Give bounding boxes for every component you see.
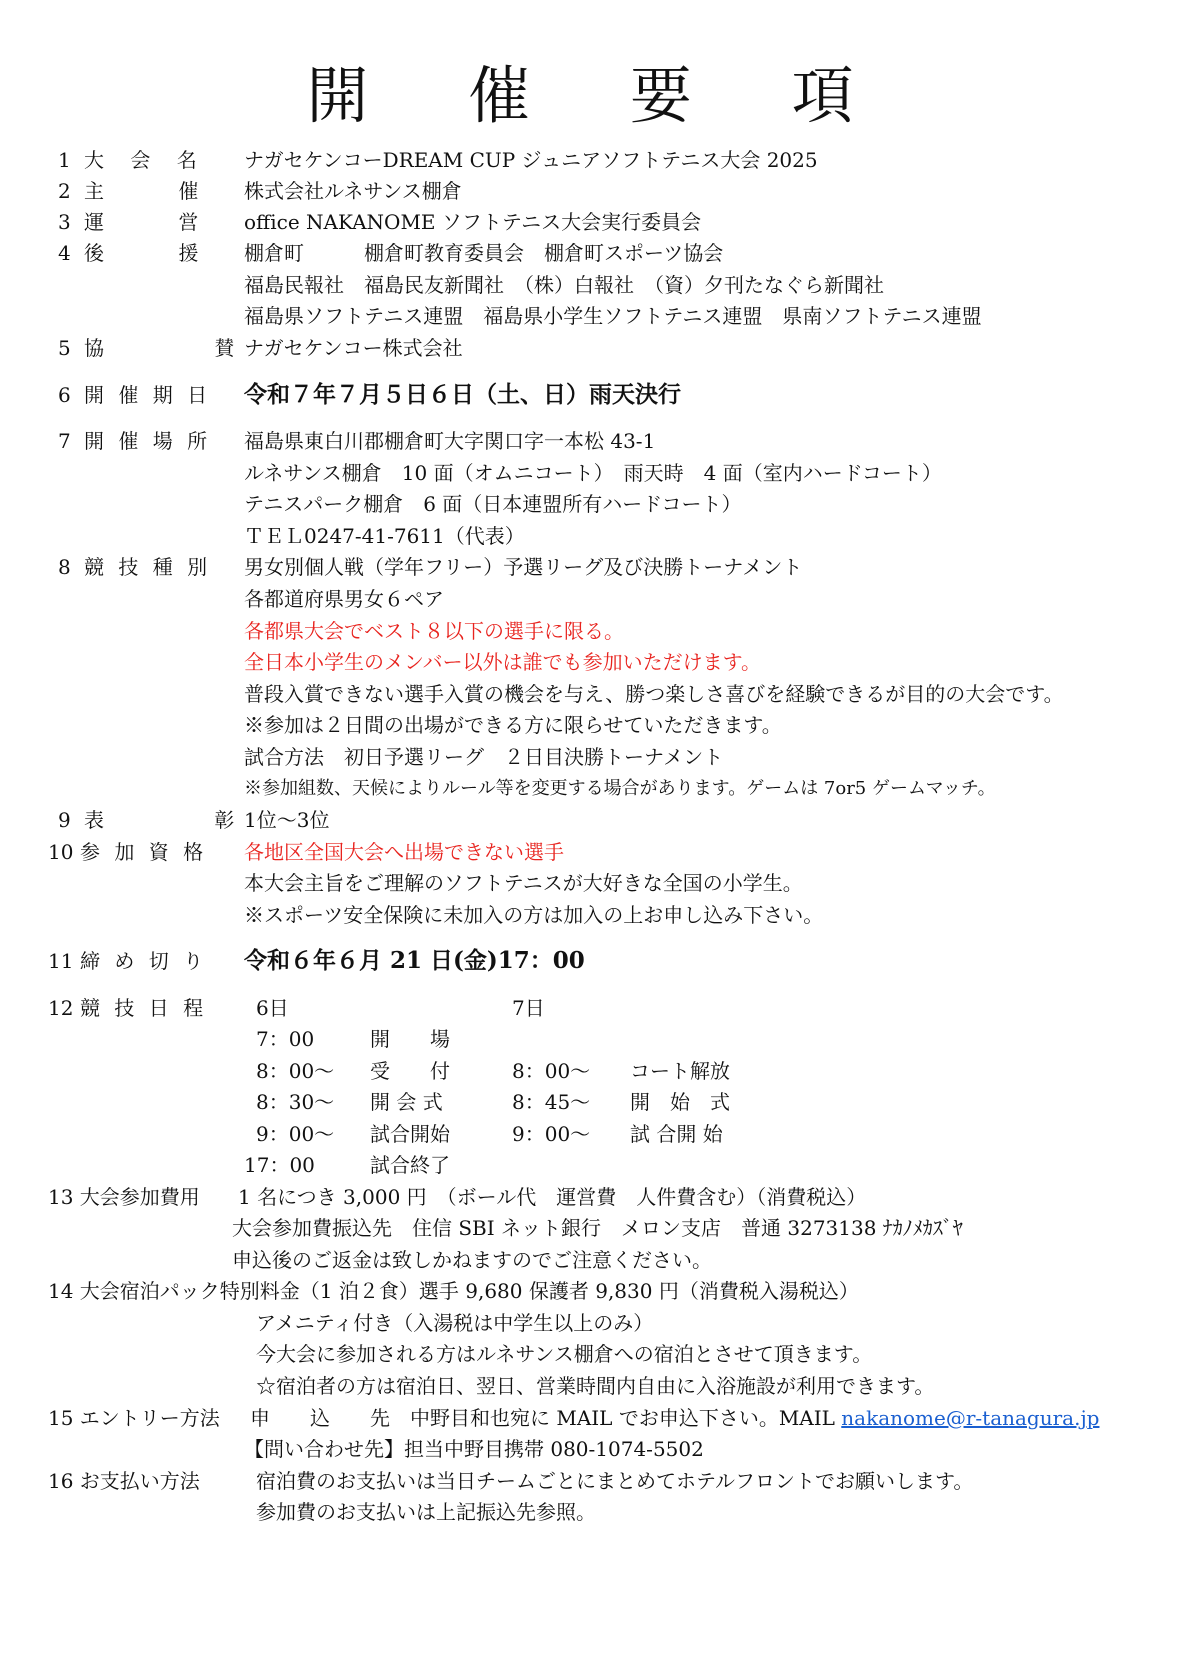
schedule-row xyxy=(0,1085,1200,1119)
item-label: 協 賛 xyxy=(84,336,251,360)
schedule-row xyxy=(0,1148,1200,1182)
item-supporters-line xyxy=(0,299,1200,333)
item-venue-line xyxy=(0,456,1200,490)
item-entry-fee-line xyxy=(0,1211,1200,1245)
item-label: 競 技 日 程 xyxy=(80,996,208,1020)
schedule-time: 9：00～ xyxy=(512,1122,591,1146)
item-value-line-highlight: 各都県大会でベスト８以下の選手に限る。 xyxy=(244,619,624,643)
item-value-line: 普段入賞できない選手入賞の機会を与え、勝つ楽しさ喜びを経験できるが目的の大会です。 xyxy=(244,682,1064,706)
item-label: 参 加 資 格 xyxy=(80,840,208,864)
item-label: 後 援 xyxy=(84,241,215,265)
item-event-type xyxy=(0,550,1200,584)
item-number: 7 xyxy=(58,429,71,453)
item-dates xyxy=(0,378,1200,412)
item-deadline xyxy=(0,944,1200,978)
schedule-event: 試合終了 xyxy=(370,1153,450,1177)
item-value-line: 各都道府県男女６ペア xyxy=(244,587,444,611)
item-value-line-highlight: 全日本小学生のメンバー以外は誰でも参加いただけます。 xyxy=(244,650,761,674)
item-lodging-line xyxy=(0,1306,1200,1340)
item-value-line: 試合方法 初日予選リーグ ２日目決勝トーナメント xyxy=(244,745,724,769)
item-value-line: 今大会に参加される方はルネサンス棚倉への宿泊とさせて頂きます。 xyxy=(256,1342,873,1366)
item-number: 6 xyxy=(58,383,71,407)
item-number: 5 xyxy=(58,336,71,360)
item-number: 8 xyxy=(58,555,71,579)
schedule-time: 7：00 xyxy=(256,1027,315,1051)
item-event-line xyxy=(0,740,1200,774)
item-value-line: 福島県ソフトテニス連盟 福島県小学生ソフトテニス連盟 県南ソフトテニス連盟 xyxy=(244,304,982,328)
item-value-line: 男女別個人戦（学年フリー）予選リーグ及び決勝トーナメント xyxy=(244,555,803,579)
schedule-time: 8：30～ xyxy=(256,1090,335,1114)
item-number: 11 xyxy=(48,949,74,973)
item-lodging xyxy=(0,1274,1200,1308)
item-value-line: 大会参加費振込先 住信 SBI ネット銀行 メロン支店 普通 3273138 ﾅｶﾉﾒｶｽﾞﾔ xyxy=(232,1216,963,1240)
item-value-line: 参加費のお支払いは上記振込先参照。 xyxy=(256,1500,596,1524)
item-supporters-line xyxy=(0,268,1200,302)
item-value-line: 申 込 先 中野目和也宛に MAIL でお申込下さい。MAIL xyxy=(250,1406,835,1430)
item-entry-fee xyxy=(0,1180,1200,1214)
schedule-event: コート解放 xyxy=(630,1059,730,1083)
schedule-time: 9：00～ xyxy=(256,1122,335,1146)
item-label: 運 営 xyxy=(84,210,215,234)
item-schedule xyxy=(0,991,1200,1025)
schedule-row xyxy=(0,1022,1200,1056)
item-sponsor xyxy=(0,331,1200,365)
item-number: 9 xyxy=(58,808,71,832)
schedule-time: 8：00～ xyxy=(256,1059,335,1083)
schedule-event: 試合開始 xyxy=(370,1122,450,1146)
item-tournament-name xyxy=(0,143,1200,177)
item-number: 4 xyxy=(58,241,71,265)
item-value: 令和６年６月 21 日(金)17：00 xyxy=(244,947,585,974)
item-value-line: アメニティ付き（入湯税は中学生以上のみ） xyxy=(256,1311,654,1335)
item-event-line xyxy=(0,645,1200,679)
item-label: 表 彰 xyxy=(84,808,251,832)
item-label: 開 催 場 所 xyxy=(84,429,212,453)
item-lodging-line xyxy=(0,1369,1200,1403)
item-operator xyxy=(0,205,1200,239)
item-value-line: 【問い合わせ先】担当中野目携帯 080-1074-5502 xyxy=(244,1437,704,1461)
item-value-line: 福島民報社 福島民友新聞社 （株）白報社 （資）夕刊たなぐら新聞社 xyxy=(244,273,884,297)
item-value-line: ☆宿泊者の方は宿泊日、翌日、営業時間内自由に入浴施設が利用できます。 xyxy=(256,1374,935,1398)
schedule-day-6: 6日 xyxy=(256,996,289,1020)
item-value-line: 申込後のご返金は致しかねますのでご注意ください。 xyxy=(232,1248,712,1272)
item-entry-method xyxy=(0,1401,1200,1435)
item-value: ナガセケンコーDREAM CUP ジュニアソフトテニス大会 2025 xyxy=(244,148,818,172)
item-number: 10 xyxy=(48,840,74,864)
item-value-line-highlight: 各地区全国大会へ出場できない選手 xyxy=(244,840,564,864)
item-label: 主 催 xyxy=(84,179,215,203)
item-value: 株式会社ルネサンス棚倉 xyxy=(244,179,462,203)
schedule-time: 8：00～ xyxy=(512,1059,591,1083)
item-organizer xyxy=(0,174,1200,208)
item-value-line: 1 名につき 3,000 円 （ボール代 運営費 人件費含む）（消費税込） xyxy=(238,1185,867,1209)
item-event-line xyxy=(0,708,1200,742)
item-awards xyxy=(0,803,1200,837)
item-number: 3 xyxy=(58,210,71,234)
schedule-day-7: 7日 xyxy=(512,996,545,1020)
schedule-time: 17：00 xyxy=(244,1153,315,1177)
schedule-row xyxy=(0,1054,1200,1088)
item-label: 競 技 種 別 xyxy=(84,555,212,579)
item-label: 13 大会参加費用 xyxy=(48,1185,200,1209)
item-eligibility-line xyxy=(0,866,1200,900)
item-supporters xyxy=(0,236,1200,270)
item-venue xyxy=(0,424,1200,458)
page-title: 開 催 要 項 xyxy=(306,59,894,132)
schedule-event: 受 付 xyxy=(370,1059,450,1083)
schedule-event: 開 始 式 xyxy=(630,1090,730,1114)
item-lodging-line xyxy=(0,1337,1200,1371)
item-venue-line xyxy=(0,519,1200,553)
schedule-time: 8：45～ xyxy=(512,1090,591,1114)
item-venue-line xyxy=(0,487,1200,521)
item-value: office NAKANOME ソフトテニス大会実行委員会 xyxy=(244,210,702,234)
item-number: 2 xyxy=(58,179,71,203)
item-number: 1 xyxy=(58,148,71,172)
schedule-event: 試 合開 始 xyxy=(630,1122,723,1146)
item-label: 14 大会宿泊パック特別料金（1 泊２食）選手 9,680 保護者 9,830 円（消費税入湯税込） xyxy=(48,1279,859,1303)
item-value-line: 本大会主旨をご理解のソフトテニスが大好きな全国の小学生。 xyxy=(244,871,803,895)
item-payment-line xyxy=(0,1495,1200,1529)
item-eligibility-line xyxy=(0,898,1200,932)
item-label: 16 お支払い方法 xyxy=(48,1469,200,1493)
item-label: 締 め 切 り xyxy=(80,949,208,973)
schedule-row xyxy=(0,1117,1200,1151)
email-link[interactable]: nakanome@r-tanagura.jp xyxy=(841,1406,1100,1430)
item-value: ナガセケンコー株式会社 xyxy=(244,336,463,360)
item-value-line: ＴＥＬ0247-41-7611（代表） xyxy=(244,524,525,548)
item-value-line: ※参加は２日間の出場ができる方に限らせていただきます。 xyxy=(244,713,782,737)
item-label: 15 エントリー方法 xyxy=(48,1406,220,1430)
item-event-line xyxy=(0,614,1200,648)
item-value: 1位～3位 xyxy=(244,808,330,832)
schedule-event: 開 場 xyxy=(370,1027,450,1051)
item-label: 大 会 名 xyxy=(84,148,207,172)
item-value-line: 福島県東白川郡棚倉町大字関口字一本松 43-1 xyxy=(244,429,656,453)
item-entry-method-line xyxy=(0,1432,1200,1466)
item-value-line: 宿泊費のお支払いは当日チームごとにまとめてホテルフロントでお願いします。 xyxy=(256,1469,974,1493)
item-event-line xyxy=(0,582,1200,616)
item-event-line xyxy=(0,772,1200,806)
item-value-line: テニスパーク棚倉 6 面（日本連盟所有ハードコート） xyxy=(244,492,742,516)
item-value: 令和７年７月５日６日（土、日）雨天決行 xyxy=(244,381,681,408)
item-label: 開 催 期 日 xyxy=(84,383,212,407)
item-number: 12 xyxy=(48,996,74,1020)
item-eligibility xyxy=(0,835,1200,869)
schedule-event: 開 会 式 xyxy=(370,1090,443,1114)
item-payment xyxy=(0,1464,1200,1498)
item-value-line: ※スポーツ安全保険に未加入の方は加入の上お申し込み下さい。 xyxy=(244,903,824,927)
item-value-line: ※参加組数、天候によりルール等を変更する場合があります。ゲームは 7or5 ゲームマッチ。 xyxy=(244,778,996,799)
item-entry-fee-line xyxy=(0,1243,1200,1277)
item-value-line: 棚倉町 棚倉町教育委員会 棚倉町スポーツ協会 xyxy=(244,241,724,265)
item-value-line: ルネサンス棚倉 10 面（オムニコート） 雨天時 4 面（室内ハードコート） xyxy=(244,461,942,485)
item-event-line xyxy=(0,677,1200,711)
